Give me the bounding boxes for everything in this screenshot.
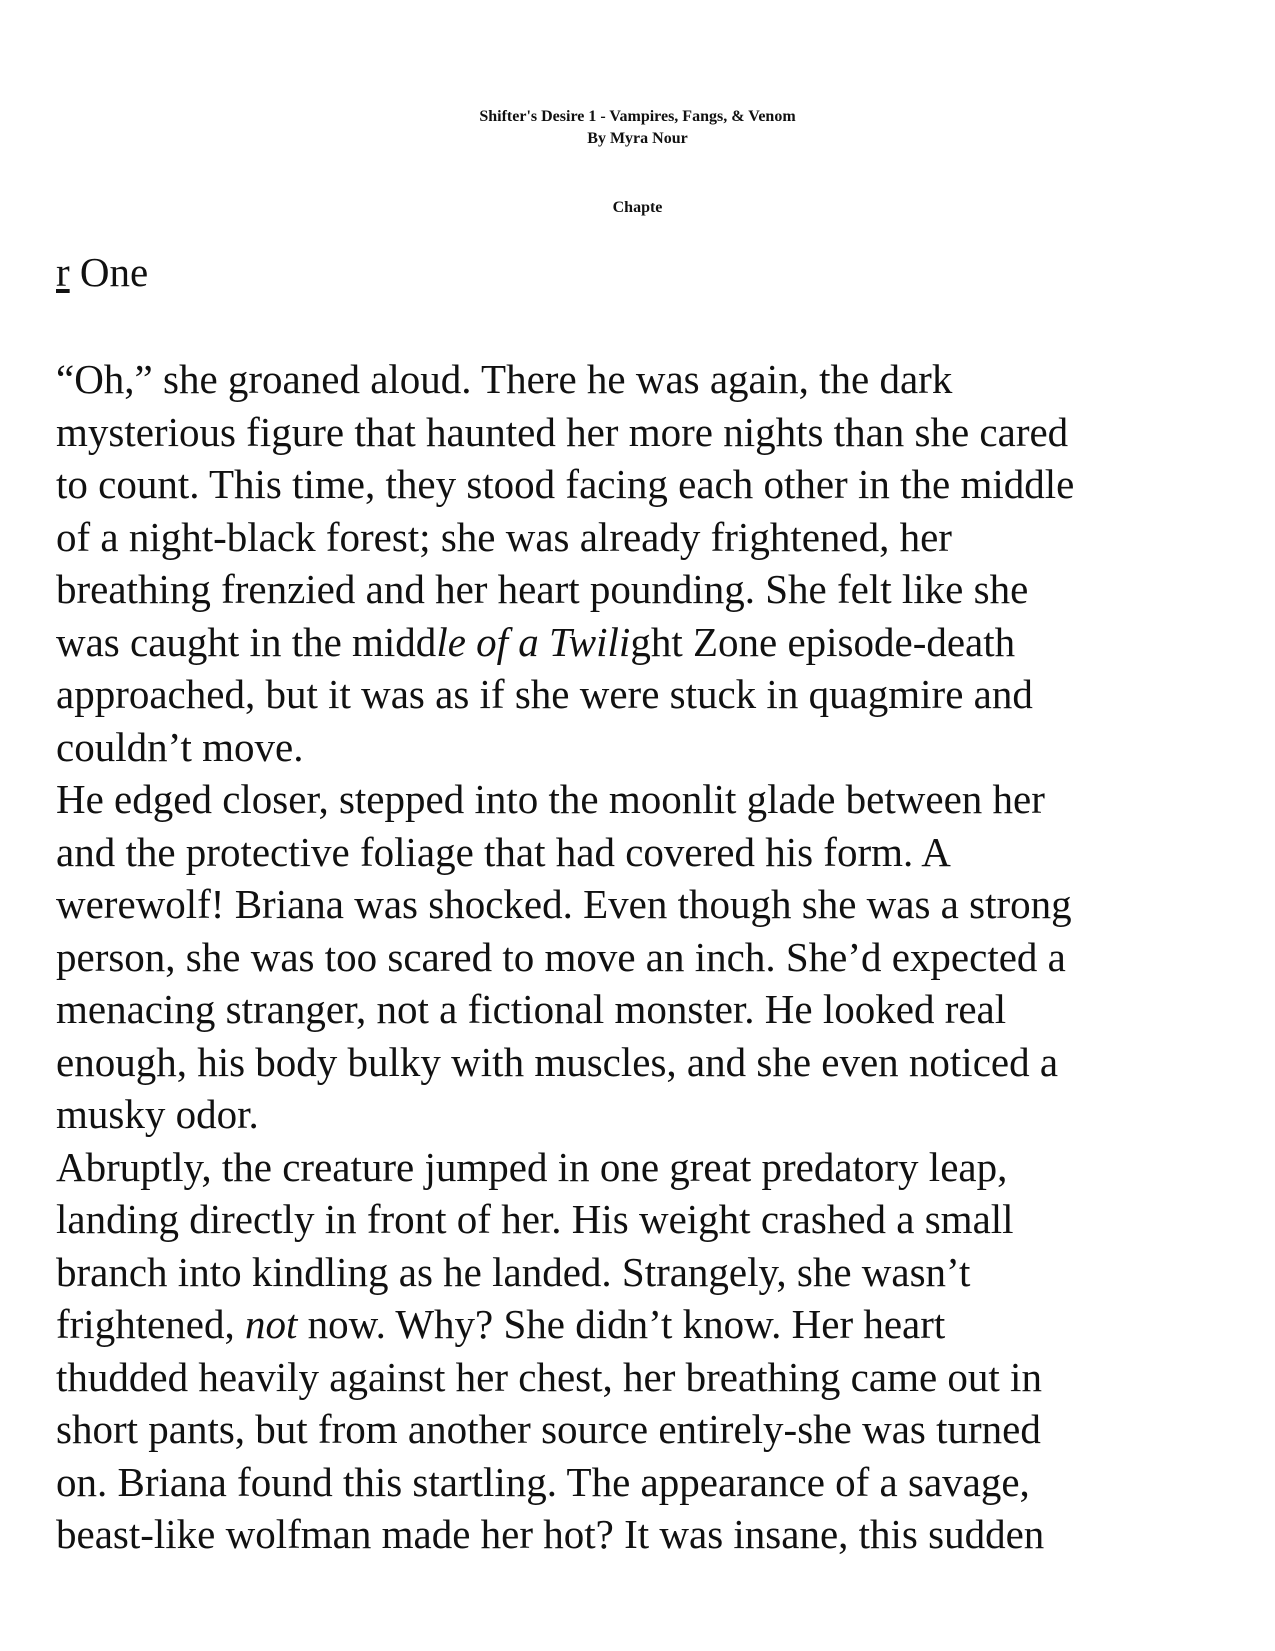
- text-line: beast-like wolfman made her hot? It was insane, this sudden: [56, 1511, 1045, 1557]
- book-title: Shifter's Desire 1 - Vampires, Fangs, & Venom: [479, 108, 796, 125]
- chapter-heading-rest: One: [69, 249, 149, 295]
- text-line: thudded heavily against her chest, her breathing came out in: [56, 1353, 1042, 1400]
- document-header: [0, 106, 1275, 150]
- text-line: approached, but it was as if she were stuck in quagmire and: [56, 671, 1033, 717]
- text-line: short pants, but from another source entirely-she was turned: [56, 1406, 1041, 1452]
- text-line: menacing stranger, not a fictional monster. He looked real: [56, 986, 1007, 1032]
- chapter-heading: [56, 248, 148, 296]
- chapter-heading-underlined: r: [56, 249, 70, 295]
- text-segment: now. Why? She didn’t know. Her heart: [297, 1301, 946, 1347]
- chapter-label: Chapte: [612, 199, 663, 216]
- text-line: enough, his body bulky with muscles, and she even noticed a: [56, 1038, 1059, 1085]
- text-line: on. Briana found this startling. The appearance of a savage,: [56, 1458, 1030, 1505]
- text-line: He edged closer, stepped into the moonlit glade between her: [56, 776, 1045, 822]
- book-author: By Myra Nour: [587, 130, 688, 147]
- text-line: to count. This time, they stood facing each other in the middle: [56, 461, 1075, 507]
- text-segment: ght Zone episode-death: [630, 618, 1016, 665]
- text-line: “Oh,” she groaned aloud. There he was again, the dark: [56, 356, 953, 402]
- text-line: and the protective foliage that had covered his form. A: [56, 828, 951, 875]
- text-line: musky odor.: [56, 1091, 259, 1137]
- italic-text: not: [244, 1301, 298, 1347]
- text-line: werewolf! Briana was shocked. Even though she was a strong: [56, 881, 1072, 927]
- text-line: branch into kindling as he landed. Strangely, she wasn’t: [56, 1248, 971, 1295]
- text-line: person, she was too scared to move an inch. She’d expected a: [56, 933, 1066, 980]
- body-text: [56, 353, 1256, 1561]
- text-line: couldn’t move.: [56, 723, 304, 770]
- text-line: Abruptly, the creature jumped in one great predatory leap,: [56, 1143, 1008, 1190]
- text-line: [56, 1298, 1256, 1351]
- text-line: of a night-black forest; she was already frightened, her: [56, 513, 952, 560]
- text-segment: frightened,: [56, 1301, 245, 1347]
- text-line: landing directly in front of her. His weight crashed a small: [56, 1196, 1014, 1242]
- text-line: breathing frenzied and her heart pounding. She felt like she: [56, 566, 1029, 612]
- text-line: [56, 616, 1256, 669]
- text-line: mysterious figure that haunted her more nights than she cared: [56, 408, 1069, 455]
- text-segment: was caught in the midd: [56, 618, 437, 665]
- italic-text: le of a Twili: [436, 618, 631, 665]
